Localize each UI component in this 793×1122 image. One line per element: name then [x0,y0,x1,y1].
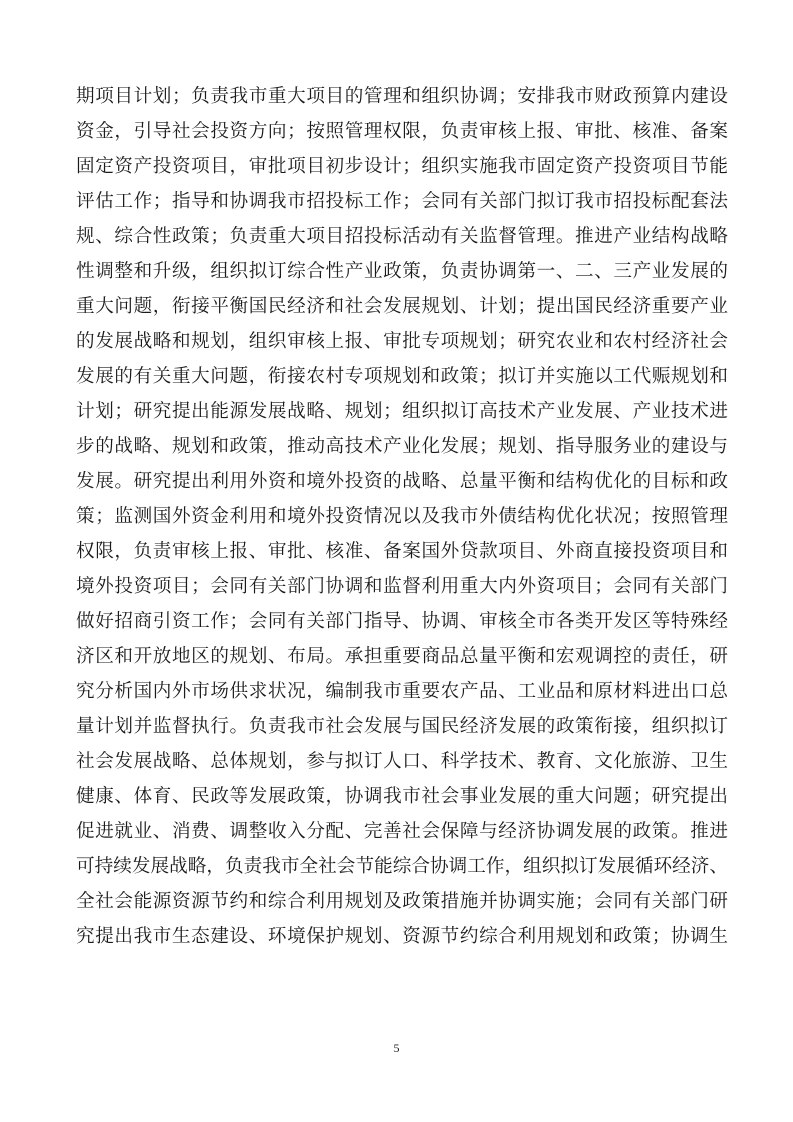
text-line: 社会发展战略、总体规划，参与拟订人口、科学技术、教育、文化旅游、卫生 [76,751,728,772]
text-line: 全社会能源资源节约和综合利用规划及政策措施并协调实施；会同有关部门研 [76,891,728,912]
text-line: 计划；研究提出能源发展战略、规划；组织拟订高技术产业发展、产业技术进 [76,401,728,422]
text-line: 境外投资项目；会同有关部门协调和监督利用重大内外资项目；会同有关部门 [76,576,728,597]
page-number: 5 [393,1041,400,1055]
text-line: 资金，引导社会投资方向；按照管理权限，负责审核上报、审批、核准、备案 [76,121,728,142]
text-line: 促进就业、消费、调整收入分配、完善社会保障与经济协调发展的政策。推进 [76,821,728,842]
text-line: 究分析国内外市场供求状况，编制我市重要农产品、工业品和原材料进出口总 [76,681,728,702]
text-line: 重大问题，衔接平衡国民经济和社会发展规划、计划；提出国民经济重要产业 [76,296,728,317]
text-line: 固定资产投资项目，审批项目初步设计；组织实施我市固定资产投资项目节能 [76,156,728,177]
text-line: 发展。研究提出利用外资和境外投资的战略、总量平衡和结构优化的目标和政 [76,471,728,492]
text-line: 权限，负责审核上报、审批、核准、备案国外贷款项目、外商直接投资项目和 [76,541,728,562]
text-line: 期项目计划；负责我市重大项目的管理和组织协调；安排我市财政预算内建设 [76,86,728,107]
body-text [76,79,728,954]
text-line: 步的战略、规划和政策，推动高技术产业化发展；规划、指导服务业的建设与 [76,436,728,457]
text-line: 的发展战略和规划，组织审核上报、审批专项规划；研究农业和农村经济社会 [76,331,728,352]
text-line: 健康、体育、民政等发展政策，协调我市社会事业发展的重大问题；研究提出 [76,786,728,807]
text-line: 发展的有关重大问题，衔接农村专项规划和政策；拟订并实施以工代赈规划和 [76,366,728,387]
text-line: 策；监测国外资金利用和境外投资情况以及我市外债结构优化状况；按照管理 [76,506,728,527]
text-line: 济区和开放地区的规划、布局。承担重要商品总量平衡和宏观调控的责任，研 [76,646,728,667]
text-line: 做好招商引资工作；会同有关部门指导、协调、审核全市各类开发区等特殊经 [76,611,728,632]
text-line: 究提出我市生态建设、环境保护规划、资源节约综合利用规划和政策；协调生 [76,926,728,947]
text-line: 量计划并监督执行。负责我市社会发展与国民经济发展的政策衔接，组织拟订 [76,716,728,737]
text-line: 规、综合性政策；负责重大项目招投标活动有关监督管理。推进产业结构战略 [76,226,728,247]
text-line: 可持续发展战略，负责我市全社会节能综合协调工作，组织拟订发展循环经济、 [76,856,728,877]
text-line: 性调整和升级，组织拟订综合性产业政策，负责协调第一、二、三产业发展的 [76,261,728,282]
text-line: 评估工作；指导和协调我市招投标工作；会同有关部门拟订我市招投标配套法 [76,191,728,212]
